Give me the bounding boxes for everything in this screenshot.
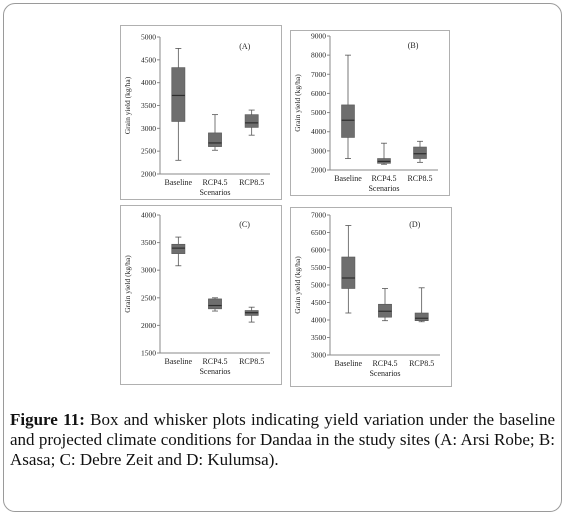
x-tick-label: RCP4.5: [202, 178, 228, 187]
y-tick-label: 9000: [311, 31, 326, 41]
y-tick-label: 2000: [141, 320, 156, 330]
y-tick-label: 2000: [311, 165, 326, 175]
box: [172, 68, 185, 122]
panel-label: (D): [409, 220, 421, 229]
y-tick-label: 4000: [311, 315, 326, 325]
box: [342, 257, 355, 289]
x-axis-label: Scenarios: [199, 367, 231, 376]
y-tick-label: 3000: [141, 265, 156, 275]
panel-label: (B): [407, 41, 419, 50]
box: [415, 313, 428, 321]
caption-text: Box and whisker plots indicating yield variation under the baseline and projected climate conditions for Dandaa in the study sites (A: Arsi Robe; B: Asasa; C: Debre Zeit and D: Kulumsa).: [10, 410, 555, 469]
y-tick-label: 1500: [141, 348, 156, 358]
box-plot-svg: [290, 30, 450, 210]
x-tick-label: Baseline: [334, 174, 362, 183]
x-tick-label: RCP4.5: [371, 174, 397, 183]
y-tick-label: 2500: [141, 146, 156, 156]
figure-caption: [10, 410, 555, 470]
box: [208, 299, 221, 309]
box-plot-svg: [120, 25, 282, 214]
y-tick-label: 5000: [141, 32, 156, 42]
y-tick-label: 2500: [141, 293, 156, 303]
x-axis-label: Scenarios: [368, 184, 400, 193]
x-tick-label: RCP4.5: [372, 359, 398, 368]
y-tick-label: 4000: [311, 127, 326, 137]
chart-panel-c: [120, 205, 282, 399]
y-tick-label: 6500: [311, 228, 326, 237]
x-tick-label: Baseline: [334, 359, 363, 368]
y-tick-label: 3500: [141, 101, 156, 110]
y-tick-label: 5000: [311, 280, 326, 290]
x-axis-label: Scenarios: [199, 188, 231, 197]
x-tick-label: RCP8.5: [407, 174, 433, 183]
y-tick-label: 6000: [311, 88, 326, 98]
y-axis-label: Grain yield (kg/ha): [123, 76, 132, 135]
x-tick-label: Baseline: [164, 357, 193, 366]
y-tick-label: 3000: [311, 350, 326, 360]
y-axis-label: Grain yield (kg/ha): [123, 255, 132, 313]
chart-panel-d: [290, 207, 452, 401]
caption-label: Figure 11:: [10, 410, 85, 429]
x-tick-label: RCP8.5: [239, 178, 265, 187]
y-tick-label: 4000: [141, 78, 156, 88]
y-tick-label: 5500: [311, 263, 326, 272]
box: [208, 133, 221, 147]
box: [245, 115, 258, 128]
y-tick-label: 3500: [311, 333, 326, 342]
chart-panel-a: [120, 25, 282, 214]
x-tick-label: RCP8.5: [239, 357, 265, 366]
y-tick-label: 3000: [311, 146, 326, 156]
x-axis-label: Scenarios: [369, 369, 401, 378]
x-tick-label: RCP8.5: [409, 359, 435, 368]
y-tick-label: 3000: [141, 123, 156, 133]
y-tick-label: 5000: [311, 108, 326, 118]
y-tick-label: 3500: [141, 238, 156, 248]
box: [342, 105, 355, 138]
y-axis-label: Grain yield (kg/ha): [293, 256, 302, 314]
y-tick-label: 7000: [311, 69, 326, 79]
box: [172, 244, 185, 253]
y-tick-label: 4500: [141, 55, 156, 65]
panel-label: (C): [239, 220, 250, 229]
box: [414, 147, 427, 158]
y-tick-label: 8000: [311, 50, 326, 60]
y-tick-label: 7000: [311, 210, 326, 220]
x-tick-label: RCP4.5: [202, 357, 228, 366]
y-tick-label: 4000: [141, 210, 156, 220]
chart-panel-b: [290, 30, 450, 210]
panel-label: (A): [239, 42, 251, 51]
box-plot-svg: [120, 205, 282, 399]
y-tick-label: 6000: [311, 245, 326, 255]
x-tick-label: Baseline: [164, 178, 193, 187]
y-tick-label: 4500: [311, 298, 326, 307]
y-tick-label: 2000: [141, 169, 156, 179]
y-axis-label: Grain yield (kg/ha): [293, 74, 302, 132]
box-plot-svg: [290, 207, 452, 401]
